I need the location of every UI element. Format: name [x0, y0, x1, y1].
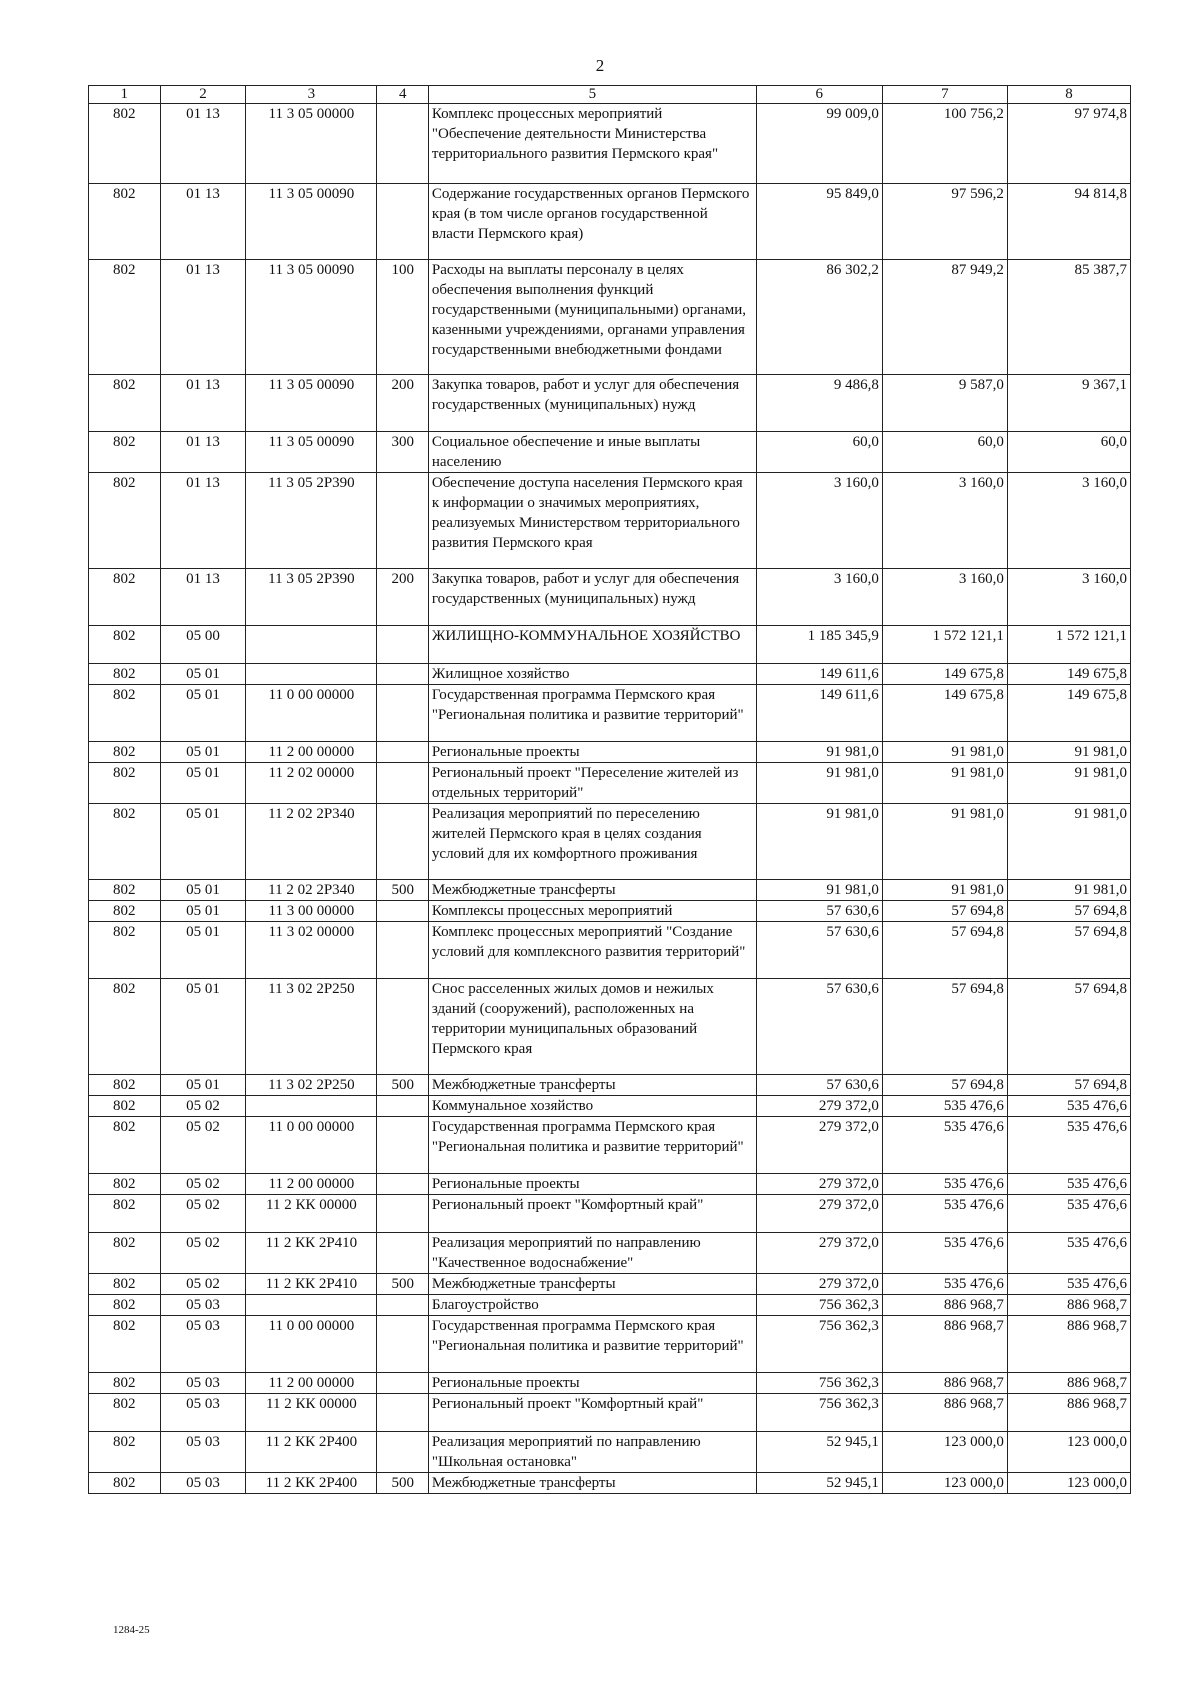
target-article-cell [246, 664, 377, 685]
code-cell: 802 [89, 742, 161, 763]
amount-cell-8: 97 974,8 [1007, 104, 1130, 184]
table-row [89, 901, 1131, 922]
code-cell: 802 [89, 1174, 161, 1195]
table-row [89, 763, 1131, 804]
name-cell: Региональный проект "Переселение жителей из отдельных территорий" [428, 763, 756, 804]
amount-cell-8: 535 476,6 [1007, 1233, 1130, 1274]
amount-cell-6: 52 945,1 [756, 1432, 882, 1473]
amount-cell-8: 535 476,6 [1007, 1096, 1130, 1117]
amount-cell-7: 57 694,8 [882, 979, 1007, 1075]
budget-table [88, 85, 1131, 1494]
amount-cell-8: 535 476,6 [1007, 1195, 1130, 1233]
name-cell: ЖИЛИЩНО-КОММУНАЛЬНОЕ ХОЗЯЙСТВО [428, 626, 756, 664]
target-article-cell: 11 2 КК 00000 [246, 1195, 377, 1233]
section-code-cell: 01 13 [160, 569, 246, 626]
column-header: 5 [428, 86, 756, 104]
section-code-cell: 05 02 [160, 1274, 246, 1295]
amount-cell-6: 279 372,0 [756, 1233, 882, 1274]
code-cell: 802 [89, 804, 161, 880]
code-cell: 802 [89, 1473, 161, 1494]
table-row [89, 1432, 1131, 1473]
expense-type-cell [377, 1233, 428, 1274]
expense-type-cell [377, 1174, 428, 1195]
amount-cell-7: 1 572 121,1 [882, 626, 1007, 664]
expense-type-cell: 500 [377, 1274, 428, 1295]
code-cell: 802 [89, 104, 161, 184]
expense-type-cell [377, 979, 428, 1075]
section-code-cell: 05 03 [160, 1373, 246, 1394]
table-row [89, 1233, 1131, 1274]
amount-cell-6: 91 981,0 [756, 880, 882, 901]
name-cell: Реализация мероприятий по переселению жителей Пермского края в целях создания условий для их комфортного проживания [428, 804, 756, 880]
target-article-cell: 11 3 05 00090 [246, 375, 377, 432]
amount-cell-8: 91 981,0 [1007, 763, 1130, 804]
amount-cell-7: 886 968,7 [882, 1373, 1007, 1394]
name-cell: Обеспечение доступа населения Пермского края к информации о значимых мероприятиях, реализуемых Министерством территориального развития Пермского края [428, 473, 756, 569]
table-row [89, 1096, 1131, 1117]
name-cell: Межбюджетные трансферты [428, 1274, 756, 1295]
amount-cell-6: 9 486,8 [756, 375, 882, 432]
expense-type-cell: 500 [377, 880, 428, 901]
target-article-cell: 11 2 КК 2Р410 [246, 1274, 377, 1295]
name-cell: Государственная программа Пермского края "Региональная политика и развитие территорий" [428, 685, 756, 742]
table-row [89, 685, 1131, 742]
section-code-cell: 05 01 [160, 880, 246, 901]
name-cell: Жилищное хозяйство [428, 664, 756, 685]
target-article-cell: 11 3 05 2Р390 [246, 473, 377, 569]
code-cell: 802 [89, 880, 161, 901]
name-cell: Региональные проекты [428, 1373, 756, 1394]
code-cell: 802 [89, 901, 161, 922]
amount-cell-7: 57 694,8 [882, 1075, 1007, 1096]
name-cell: Закупка товаров, работ и услуг для обеспечения государственных (муниципальных) нужд [428, 569, 756, 626]
name-cell: Снос расселенных жилых домов и нежилых зданий (сооружений), расположенных на территории муниципальных образований Пермского края [428, 979, 756, 1075]
name-cell: Региональный проект "Комфортный край" [428, 1394, 756, 1432]
name-cell: Региональные проекты [428, 1174, 756, 1195]
amount-cell-8: 886 968,7 [1007, 1373, 1130, 1394]
section-code-cell: 05 02 [160, 1233, 246, 1274]
name-cell: Комплекс процессных мероприятий "Обеспечение деятельности Министерства территориального развития Пермского края" [428, 104, 756, 184]
amount-cell-6: 279 372,0 [756, 1174, 882, 1195]
table-row [89, 804, 1131, 880]
code-cell: 802 [89, 260, 161, 375]
amount-cell-6: 756 362,3 [756, 1295, 882, 1316]
amount-cell-8: 149 675,8 [1007, 664, 1130, 685]
code-cell: 802 [89, 1316, 161, 1373]
amount-cell-8: 3 160,0 [1007, 473, 1130, 569]
section-code-cell: 05 01 [160, 979, 246, 1075]
section-code-cell: 05 01 [160, 1075, 246, 1096]
expense-type-cell [377, 184, 428, 260]
amount-cell-7: 535 476,6 [882, 1117, 1007, 1174]
amount-cell-8: 57 694,8 [1007, 922, 1130, 979]
target-article-cell: 11 0 00 00000 [246, 685, 377, 742]
amount-cell-6: 149 611,6 [756, 664, 882, 685]
name-cell: Содержание государственных органов Пермского края (в том числе органов государственной власти Пермского края) [428, 184, 756, 260]
target-article-cell: 11 2 КК 2Р400 [246, 1473, 377, 1494]
target-article-cell: 11 2 КК 2Р410 [246, 1233, 377, 1274]
amount-cell-7: 60,0 [882, 432, 1007, 473]
table-row [89, 626, 1131, 664]
amount-cell-6: 57 630,6 [756, 922, 882, 979]
column-header: 3 [246, 86, 377, 104]
section-code-cell: 01 13 [160, 184, 246, 260]
section-code-cell: 05 03 [160, 1316, 246, 1373]
section-code-cell: 05 03 [160, 1432, 246, 1473]
expense-type-cell [377, 1316, 428, 1373]
name-cell: Комплексы процессных мероприятий [428, 901, 756, 922]
amount-cell-6: 57 630,6 [756, 1075, 882, 1096]
name-cell: Государственная программа Пермского края "Региональная политика и развитие территорий" [428, 1117, 756, 1174]
amount-cell-8: 91 981,0 [1007, 804, 1130, 880]
expense-type-cell [377, 685, 428, 742]
expense-type-cell: 300 [377, 432, 428, 473]
expense-type-cell [377, 1117, 428, 1174]
amount-cell-8: 57 694,8 [1007, 1075, 1130, 1096]
table-row [89, 1473, 1131, 1494]
table-row [89, 104, 1131, 184]
amount-cell-8: 57 694,8 [1007, 979, 1130, 1075]
amount-cell-8: 91 981,0 [1007, 880, 1130, 901]
expense-type-cell [377, 1096, 428, 1117]
target-article-cell: 11 3 05 2Р390 [246, 569, 377, 626]
section-code-cell: 05 02 [160, 1096, 246, 1117]
section-code-cell: 05 02 [160, 1195, 246, 1233]
amount-cell-7: 100 756,2 [882, 104, 1007, 184]
code-cell: 802 [89, 569, 161, 626]
target-article-cell [246, 626, 377, 664]
amount-cell-7: 123 000,0 [882, 1473, 1007, 1494]
code-cell: 802 [89, 1295, 161, 1316]
code-cell: 802 [89, 184, 161, 260]
expense-type-cell: 200 [377, 375, 428, 432]
name-cell: Благоустройство [428, 1295, 756, 1316]
name-cell: Региональный проект "Комфортный край" [428, 1195, 756, 1233]
section-code-cell: 01 13 [160, 260, 246, 375]
section-code-cell: 05 01 [160, 901, 246, 922]
amount-cell-7: 3 160,0 [882, 569, 1007, 626]
amount-cell-8: 57 694,8 [1007, 901, 1130, 922]
expense-type-cell: 100 [377, 260, 428, 375]
amount-cell-8: 85 387,7 [1007, 260, 1130, 375]
name-cell: Межбюджетные трансферты [428, 880, 756, 901]
amount-cell-7: 97 596,2 [882, 184, 1007, 260]
expense-type-cell [377, 1432, 428, 1473]
target-article-cell: 11 3 02 00000 [246, 922, 377, 979]
code-cell: 802 [89, 1373, 161, 1394]
table-row [89, 473, 1131, 569]
table-row [89, 1295, 1131, 1316]
amount-cell-7: 886 968,7 [882, 1394, 1007, 1432]
amount-cell-8: 123 000,0 [1007, 1432, 1130, 1473]
code-cell: 802 [89, 626, 161, 664]
amount-cell-8: 535 476,6 [1007, 1274, 1130, 1295]
amount-cell-6: 279 372,0 [756, 1117, 882, 1174]
code-cell: 802 [89, 685, 161, 742]
target-article-cell: 11 2 00 00000 [246, 1373, 377, 1394]
section-code-cell: 01 13 [160, 375, 246, 432]
column-header: 4 [377, 86, 428, 104]
document-code: 1284-25 [113, 1624, 150, 1636]
table-row [89, 922, 1131, 979]
amount-cell-6: 95 849,0 [756, 184, 882, 260]
name-cell: Закупка товаров, работ и услуг для обеспечения государственных (муниципальных) нужд [428, 375, 756, 432]
name-cell: Комплекс процессных мероприятий "Создание условий для комплексного развития территорий" [428, 922, 756, 979]
amount-cell-8: 1 572 121,1 [1007, 626, 1130, 664]
section-code-cell: 05 01 [160, 664, 246, 685]
page-number: 2 [595, 56, 605, 75]
amount-cell-6: 91 981,0 [756, 763, 882, 804]
amount-cell-8: 535 476,6 [1007, 1117, 1130, 1174]
amount-cell-7: 57 694,8 [882, 922, 1007, 979]
name-cell: Реализация мероприятий по направлению "Школьная остановка" [428, 1432, 756, 1473]
amount-cell-6: 60,0 [756, 432, 882, 473]
name-cell: Региональные проекты [428, 742, 756, 763]
amount-cell-6: 3 160,0 [756, 569, 882, 626]
column-header: 2 [160, 86, 246, 104]
target-article-cell: 11 3 05 00090 [246, 432, 377, 473]
target-article-cell: 11 3 05 00090 [246, 184, 377, 260]
expense-type-cell: 200 [377, 569, 428, 626]
amount-cell-6: 86 302,2 [756, 260, 882, 375]
amount-cell-7: 9 587,0 [882, 375, 1007, 432]
amount-cell-8: 535 476,6 [1007, 1174, 1130, 1195]
target-article-cell: 11 3 02 2Р250 [246, 1075, 377, 1096]
table-row [89, 1316, 1131, 1373]
name-cell: Коммунальное хозяйство [428, 1096, 756, 1117]
section-code-cell: 01 13 [160, 104, 246, 184]
target-article-cell: 11 3 05 00090 [246, 260, 377, 375]
expense-type-cell [377, 742, 428, 763]
target-article-cell: 11 3 05 00000 [246, 104, 377, 184]
target-article-cell: 11 2 00 00000 [246, 742, 377, 763]
section-code-cell: 05 01 [160, 742, 246, 763]
name-cell: Межбюджетные трансферты [428, 1473, 756, 1494]
code-cell: 802 [89, 1274, 161, 1295]
expense-type-cell: 500 [377, 1473, 428, 1494]
amount-cell-6: 3 160,0 [756, 473, 882, 569]
amount-cell-8: 123 000,0 [1007, 1473, 1130, 1494]
amount-cell-6: 149 611,6 [756, 685, 882, 742]
expense-type-cell [377, 763, 428, 804]
amount-cell-6: 756 362,3 [756, 1316, 882, 1373]
column-header: 6 [756, 86, 882, 104]
amount-cell-7: 535 476,6 [882, 1233, 1007, 1274]
target-article-cell: 11 0 00 00000 [246, 1117, 377, 1174]
name-cell: Государственная программа Пермского края "Региональная политика и развитие территорий" [428, 1316, 756, 1373]
table-row [89, 432, 1131, 473]
amount-cell-6: 99 009,0 [756, 104, 882, 184]
amount-cell-6: 279 372,0 [756, 1195, 882, 1233]
target-article-cell [246, 1295, 377, 1316]
amount-cell-6: 279 372,0 [756, 1274, 882, 1295]
amount-cell-8: 91 981,0 [1007, 742, 1130, 763]
table-row [89, 664, 1131, 685]
amount-cell-7: 149 675,8 [882, 685, 1007, 742]
code-cell: 802 [89, 979, 161, 1075]
table-row [89, 1274, 1131, 1295]
table-row [89, 742, 1131, 763]
amount-cell-6: 279 372,0 [756, 1096, 882, 1117]
amount-cell-7: 91 981,0 [882, 804, 1007, 880]
code-cell: 802 [89, 432, 161, 473]
amount-cell-7: 123 000,0 [882, 1432, 1007, 1473]
amount-cell-7: 886 968,7 [882, 1295, 1007, 1316]
expense-type-cell [377, 804, 428, 880]
amount-cell-8: 3 160,0 [1007, 569, 1130, 626]
amount-cell-7: 3 160,0 [882, 473, 1007, 569]
target-article-cell: 11 0 00 00000 [246, 1316, 377, 1373]
expense-type-cell [377, 1295, 428, 1316]
amount-cell-8: 9 367,1 [1007, 375, 1130, 432]
section-code-cell: 05 01 [160, 922, 246, 979]
amount-cell-6: 756 362,3 [756, 1394, 882, 1432]
section-code-cell: 05 01 [160, 763, 246, 804]
amount-cell-7: 535 476,6 [882, 1274, 1007, 1295]
amount-cell-6: 91 981,0 [756, 804, 882, 880]
code-cell: 802 [89, 1096, 161, 1117]
target-article-cell: 11 2 КК 2Р400 [246, 1432, 377, 1473]
target-article-cell: 11 3 00 00000 [246, 901, 377, 922]
target-article-cell: 11 2 02 00000 [246, 763, 377, 804]
expense-type-cell [377, 1195, 428, 1233]
amount-cell-7: 535 476,6 [882, 1195, 1007, 1233]
column-header: 1 [89, 86, 161, 104]
amount-cell-7: 91 981,0 [882, 742, 1007, 763]
code-cell: 802 [89, 1195, 161, 1233]
table-row [89, 1174, 1131, 1195]
expense-type-cell [377, 473, 428, 569]
expense-type-cell [377, 626, 428, 664]
section-code-cell: 05 03 [160, 1394, 246, 1432]
table-row [89, 1195, 1131, 1233]
name-cell: Социальное обеспечение и иные выплаты населению [428, 432, 756, 473]
table-body [89, 104, 1131, 1494]
expense-type-cell [377, 664, 428, 685]
section-code-cell: 05 01 [160, 804, 246, 880]
amount-cell-7: 87 949,2 [882, 260, 1007, 375]
column-header: 7 [882, 86, 1007, 104]
section-code-cell: 05 02 [160, 1117, 246, 1174]
section-code-cell: 05 03 [160, 1295, 246, 1316]
table-row [89, 569, 1131, 626]
table-row [89, 880, 1131, 901]
amount-cell-8: 886 968,7 [1007, 1316, 1130, 1373]
target-article-cell [246, 1096, 377, 1117]
code-cell: 802 [89, 375, 161, 432]
code-cell: 802 [89, 1117, 161, 1174]
amount-cell-8: 886 968,7 [1007, 1394, 1130, 1432]
table-row [89, 1394, 1131, 1432]
section-code-cell: 05 01 [160, 685, 246, 742]
section-code-cell: 01 13 [160, 473, 246, 569]
code-cell: 802 [89, 473, 161, 569]
amount-cell-8: 886 968,7 [1007, 1295, 1130, 1316]
target-article-cell: 11 2 02 2Р340 [246, 880, 377, 901]
table-row [89, 1075, 1131, 1096]
section-code-cell: 05 00 [160, 626, 246, 664]
target-article-cell: 11 3 02 2Р250 [246, 979, 377, 1075]
expense-type-cell [377, 901, 428, 922]
section-code-cell: 05 03 [160, 1473, 246, 1494]
amount-cell-7: 886 968,7 [882, 1316, 1007, 1373]
target-article-cell: 11 2 КК 00000 [246, 1394, 377, 1432]
amount-cell-8: 60,0 [1007, 432, 1130, 473]
amount-cell-7: 149 675,8 [882, 664, 1007, 685]
code-cell: 802 [89, 1432, 161, 1473]
amount-cell-6: 57 630,6 [756, 979, 882, 1075]
expense-type-cell [377, 922, 428, 979]
amount-cell-6: 91 981,0 [756, 742, 882, 763]
target-article-cell: 11 2 00 00000 [246, 1174, 377, 1195]
amount-cell-6: 1 185 345,9 [756, 626, 882, 664]
name-cell: Расходы на выплаты персоналу в целях обеспечения выполнения функций государственными (муниципальными) органами, казенными учреждениями, органами управления государственными внебюджетными фондами [428, 260, 756, 375]
table-row [89, 1373, 1131, 1394]
expense-type-cell [377, 104, 428, 184]
code-cell: 802 [89, 763, 161, 804]
table-row [89, 1117, 1131, 1174]
amount-cell-6: 52 945,1 [756, 1473, 882, 1494]
header-row [89, 86, 1131, 104]
amount-cell-6: 57 630,6 [756, 901, 882, 922]
amount-cell-7: 91 981,0 [882, 763, 1007, 804]
expense-type-cell: 500 [377, 1075, 428, 1096]
amount-cell-7: 535 476,6 [882, 1174, 1007, 1195]
section-code-cell: 05 02 [160, 1174, 246, 1195]
name-cell: Межбюджетные трансферты [428, 1075, 756, 1096]
expense-type-cell [377, 1373, 428, 1394]
code-cell: 802 [89, 1394, 161, 1432]
amount-cell-7: 57 694,8 [882, 901, 1007, 922]
table-row [89, 184, 1131, 260]
target-article-cell: 11 2 02 2Р340 [246, 804, 377, 880]
expense-type-cell [377, 1394, 428, 1432]
code-cell: 802 [89, 664, 161, 685]
amount-cell-8: 149 675,8 [1007, 685, 1130, 742]
table-row [89, 260, 1131, 375]
amount-cell-7: 535 476,6 [882, 1096, 1007, 1117]
column-header: 8 [1007, 86, 1130, 104]
amount-cell-6: 756 362,3 [756, 1373, 882, 1394]
table-row [89, 979, 1131, 1075]
section-code-cell: 01 13 [160, 432, 246, 473]
name-cell: Реализация мероприятий по направлению "Качественное водоснабжение" [428, 1233, 756, 1274]
amount-cell-8: 94 814,8 [1007, 184, 1130, 260]
code-cell: 802 [89, 1075, 161, 1096]
code-cell: 802 [89, 1233, 161, 1274]
table-row [89, 375, 1131, 432]
amount-cell-7: 91 981,0 [882, 880, 1007, 901]
code-cell: 802 [89, 922, 161, 979]
